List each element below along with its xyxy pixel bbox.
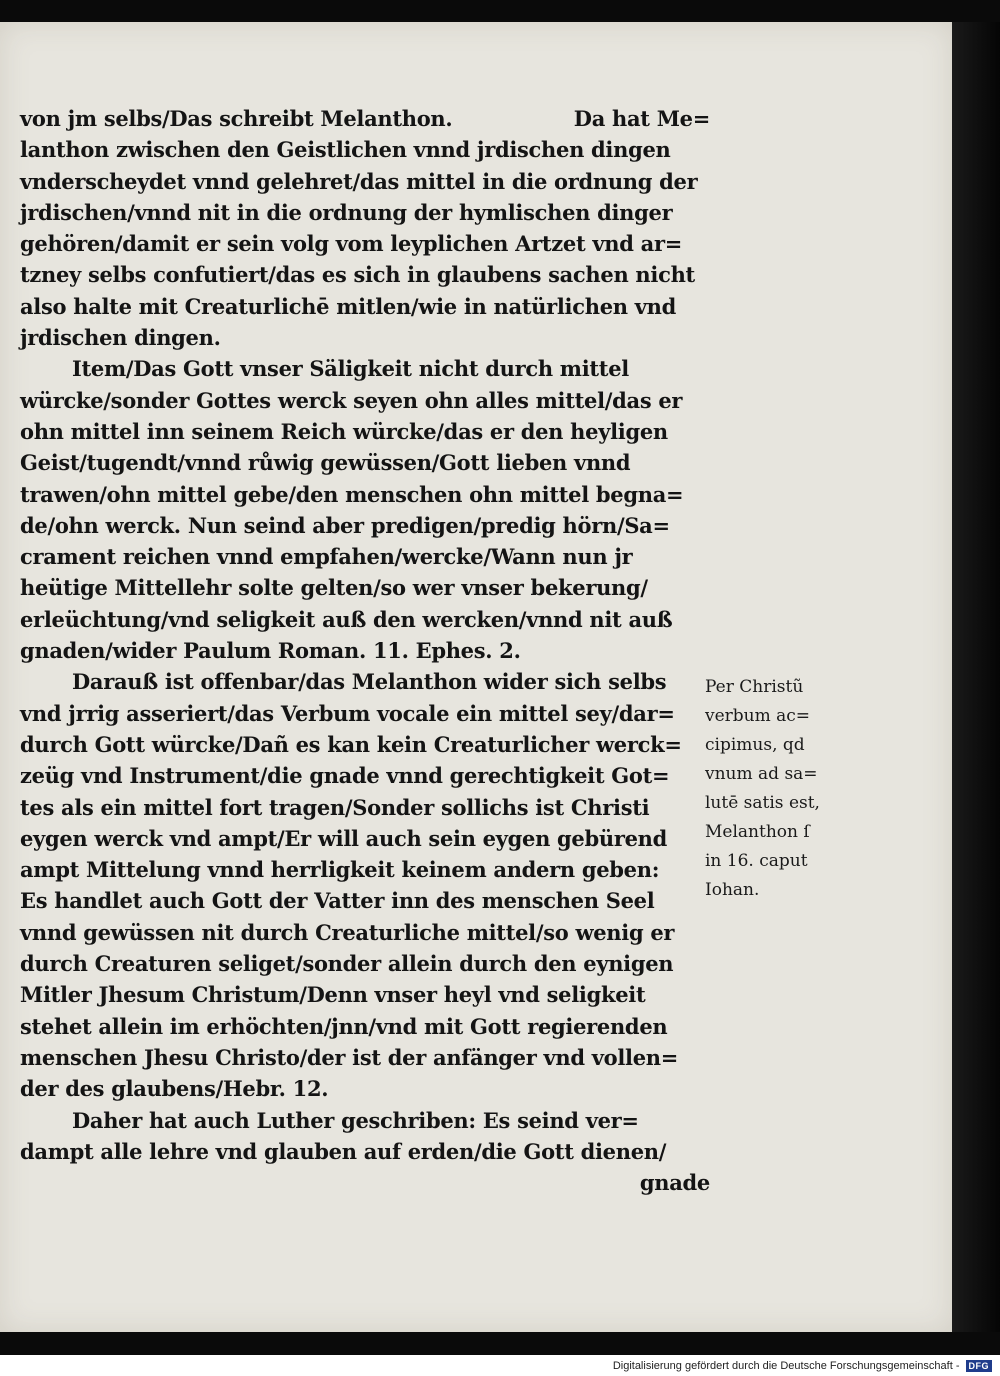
text-line: ohn mittel inn seinem Reich würcke/das er den heyligen: [20, 418, 668, 444]
text-line: würcke/sonder Gottes werck seyen ohn alles mittel/das er: [20, 387, 683, 413]
footer-credit-text: Digitalisierung gefördert durch die Deutsche Forschungsgemeinschaft -: [612, 1359, 960, 1372]
paragraph-start-line: Item/Das Gott vnser Säligkeit nicht durch mittel: [72, 356, 629, 382]
text-line: zeüg vnd Instrument/die gnade vnnd gerechtigkeit Got=: [20, 763, 670, 789]
text-line: also halte mit Creaturlichē mitlen/wie in natürlichen vnd: [20, 293, 676, 319]
marginal-note: [705, 673, 835, 905]
paragraph-start-line: Darauß ist offenbar/das Melanthon wider sich selbs: [72, 669, 667, 695]
marginal-note-line: verbum ac=: [705, 706, 811, 726]
text-line: lanthon zwischen den Geistlichen vnnd jrdischen dingen: [20, 137, 671, 163]
catchword: gnade: [639, 1170, 710, 1196]
text-line: menschen Jhesu Christo/der ist der anfänger vnd vollen=: [20, 1044, 679, 1070]
text-line: jrdischen dingen.: [20, 325, 221, 351]
text-line: de/ohn werck. Nun seind aber predigen/predig hörn/Sa=: [20, 512, 670, 538]
text-line-left: von jm selbs/Das schreibt Melanthon.: [20, 106, 453, 131]
text-line: durch Creaturen seliget/sonder allein durch den eynigen: [20, 951, 674, 977]
text-line: Es handlet auch Gott der Vatter inn des menschen Seel: [20, 888, 655, 914]
marginal-note-line: in 16. caput: [705, 851, 808, 871]
paragraph-start-line: Daher hat auch Luther geschriben: Es seind ver=: [72, 1107, 639, 1133]
dfg-logo-icon: DFG: [966, 1360, 993, 1372]
text-line: Geist/tugendt/vnnd růwig gewüssen/Gott lieben vnnd: [20, 450, 631, 476]
marginal-note-line: cipimus, qd: [705, 735, 805, 755]
text-line: trawen/ohn mittel gebe/den menschen ohn mittel begna=: [20, 481, 684, 507]
text-line: vnd jrrig asseriert/das Verbum vocale ein mittel sey/dar=: [20, 700, 675, 726]
text-line: vnderscheydet vnnd gelehret/das mittel in die ordnung der: [20, 168, 698, 194]
text-line: Mitler Jhesum Christum/Denn vnser heyl vnd seligkeit: [20, 982, 646, 1008]
text-line: [20, 103, 710, 134]
text-line: heütige Mittellehr solte gelten/so wer vnser bekerung/: [20, 575, 648, 601]
text-line: durch Gott würcke/Dañ es kan kein Creaturlicher werck=: [20, 731, 682, 757]
marginal-note-line: Iohan.: [705, 880, 760, 900]
text-line-right: Da hat Me=: [573, 106, 710, 131]
marginal-note-line: Melanthon ſ: [705, 822, 810, 842]
marginal-note-line: lutē satis est,: [705, 793, 820, 813]
text-line: crament reichen vnnd empfahen/wercke/Wann nun jr: [20, 544, 633, 570]
marginal-note-line: Per Christũ: [705, 677, 804, 697]
text-line: dampt alle lehre vnd glauben auf erden/die Gott dienen/: [20, 1138, 667, 1164]
text-line: vnnd gewüssen nit durch Creaturliche mittel/so wenig er: [20, 919, 675, 945]
text-line: eygen werck vnd ampt/Er will auch sein eygen gebürend: [20, 825, 668, 851]
text-line: ampt Mittelung vnnd herrligkeit keinem andern geben:: [20, 857, 660, 883]
text-line: tzney selbs confutiert/das es sich in glaubens sachen nicht: [20, 262, 695, 288]
text-line: gehören/damit er sein volg vom leyplichen Artzet vnd ar=: [20, 231, 683, 257]
digitization-footer: [0, 1355, 1000, 1376]
text-line: der des glaubens/Hebr. 12.: [20, 1076, 329, 1102]
main-text-block: [20, 103, 710, 1198]
text-line: gnaden/wider Paulum Roman. 11. Ephes. 2.: [20, 638, 521, 664]
page-edge-shadow: [952, 22, 1000, 1332]
text-line: stehet allein im erhöchten/jnn/vnd mit Gott regierenden: [20, 1013, 668, 1039]
marginal-note-line: vnum ad sa=: [705, 764, 818, 784]
text-line: erleüchtung/vnd seligkeit auß den wercken/vnnd nit auß: [20, 606, 673, 632]
text-line: jrdischen/vnnd nit in die ordnung der hymlischen dinger: [20, 199, 673, 225]
text-line: tes als ein mittel fort tragen/Sonder sollichs ist Christi: [20, 794, 650, 820]
